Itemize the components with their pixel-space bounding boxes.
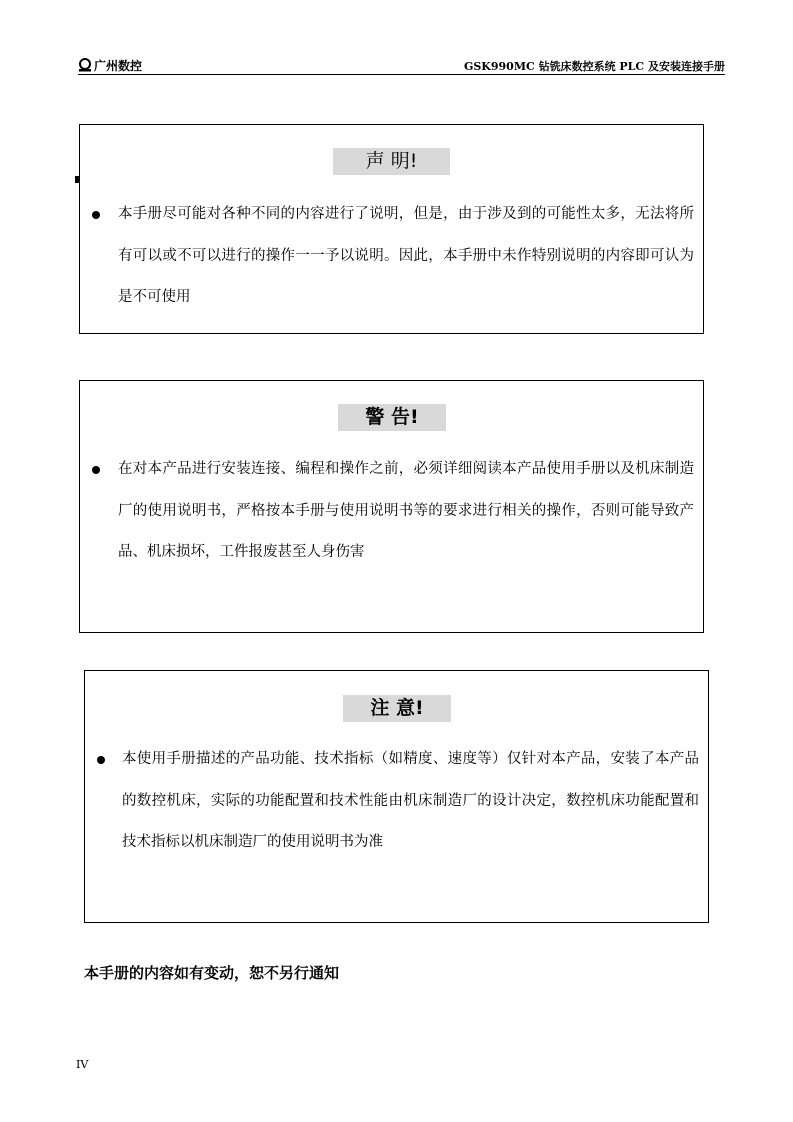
caution-text: 本使用手册描述的产品功能、技术指标（如精度、速度等）仅针对本产品，安装了本产品的数控机床，实际的功能配置和技术性能由机床制造厂的设计决定，数控机床功能配置和技术指标以机床制造厂的使用说明书为准 (122, 751, 699, 850)
brand-name: 广州数控 (94, 58, 143, 73)
statement-text: 本手册尽可能对各种不同的内容进行了说明，但是，由于涉及到的可能性太多，无法将所有可以或不可以进行的操作一一予以说明。因此，本手册中未作特别说明的内容即可认为是不可使用 (118, 206, 694, 305)
document-title: GSK990MC 钻铣床数控系统 PLC 及安装连接手册 (463, 60, 725, 73)
statement-title: 声 明! (333, 148, 450, 175)
caution-title: 注 意! (343, 695, 451, 722)
bullet-icon (92, 466, 100, 474)
warning-text: 在对本产品进行安装连接、编程和操作之前，必须详细阅读本产品使用手册以及机床制造厂的使用说明书，严格按本手册与使用说明书等的要求进行相关的操作，否则可能导致产品、机床损坏，工件报废甚至人身伤害 (118, 461, 694, 560)
change-notice: 本手册的内容如有变动，恕不另行通知 (84, 964, 340, 982)
brand-logo (78, 57, 142, 73)
caution-box (84, 670, 709, 923)
bullet-icon (92, 211, 100, 219)
page-number: IV (76, 1058, 89, 1071)
gsk-logo-icon (78, 58, 92, 72)
statement-box (79, 124, 704, 334)
page-header (78, 56, 725, 75)
bullet-icon (97, 756, 105, 764)
warning-box (79, 380, 704, 633)
warning-title: 警 告! (338, 404, 446, 431)
